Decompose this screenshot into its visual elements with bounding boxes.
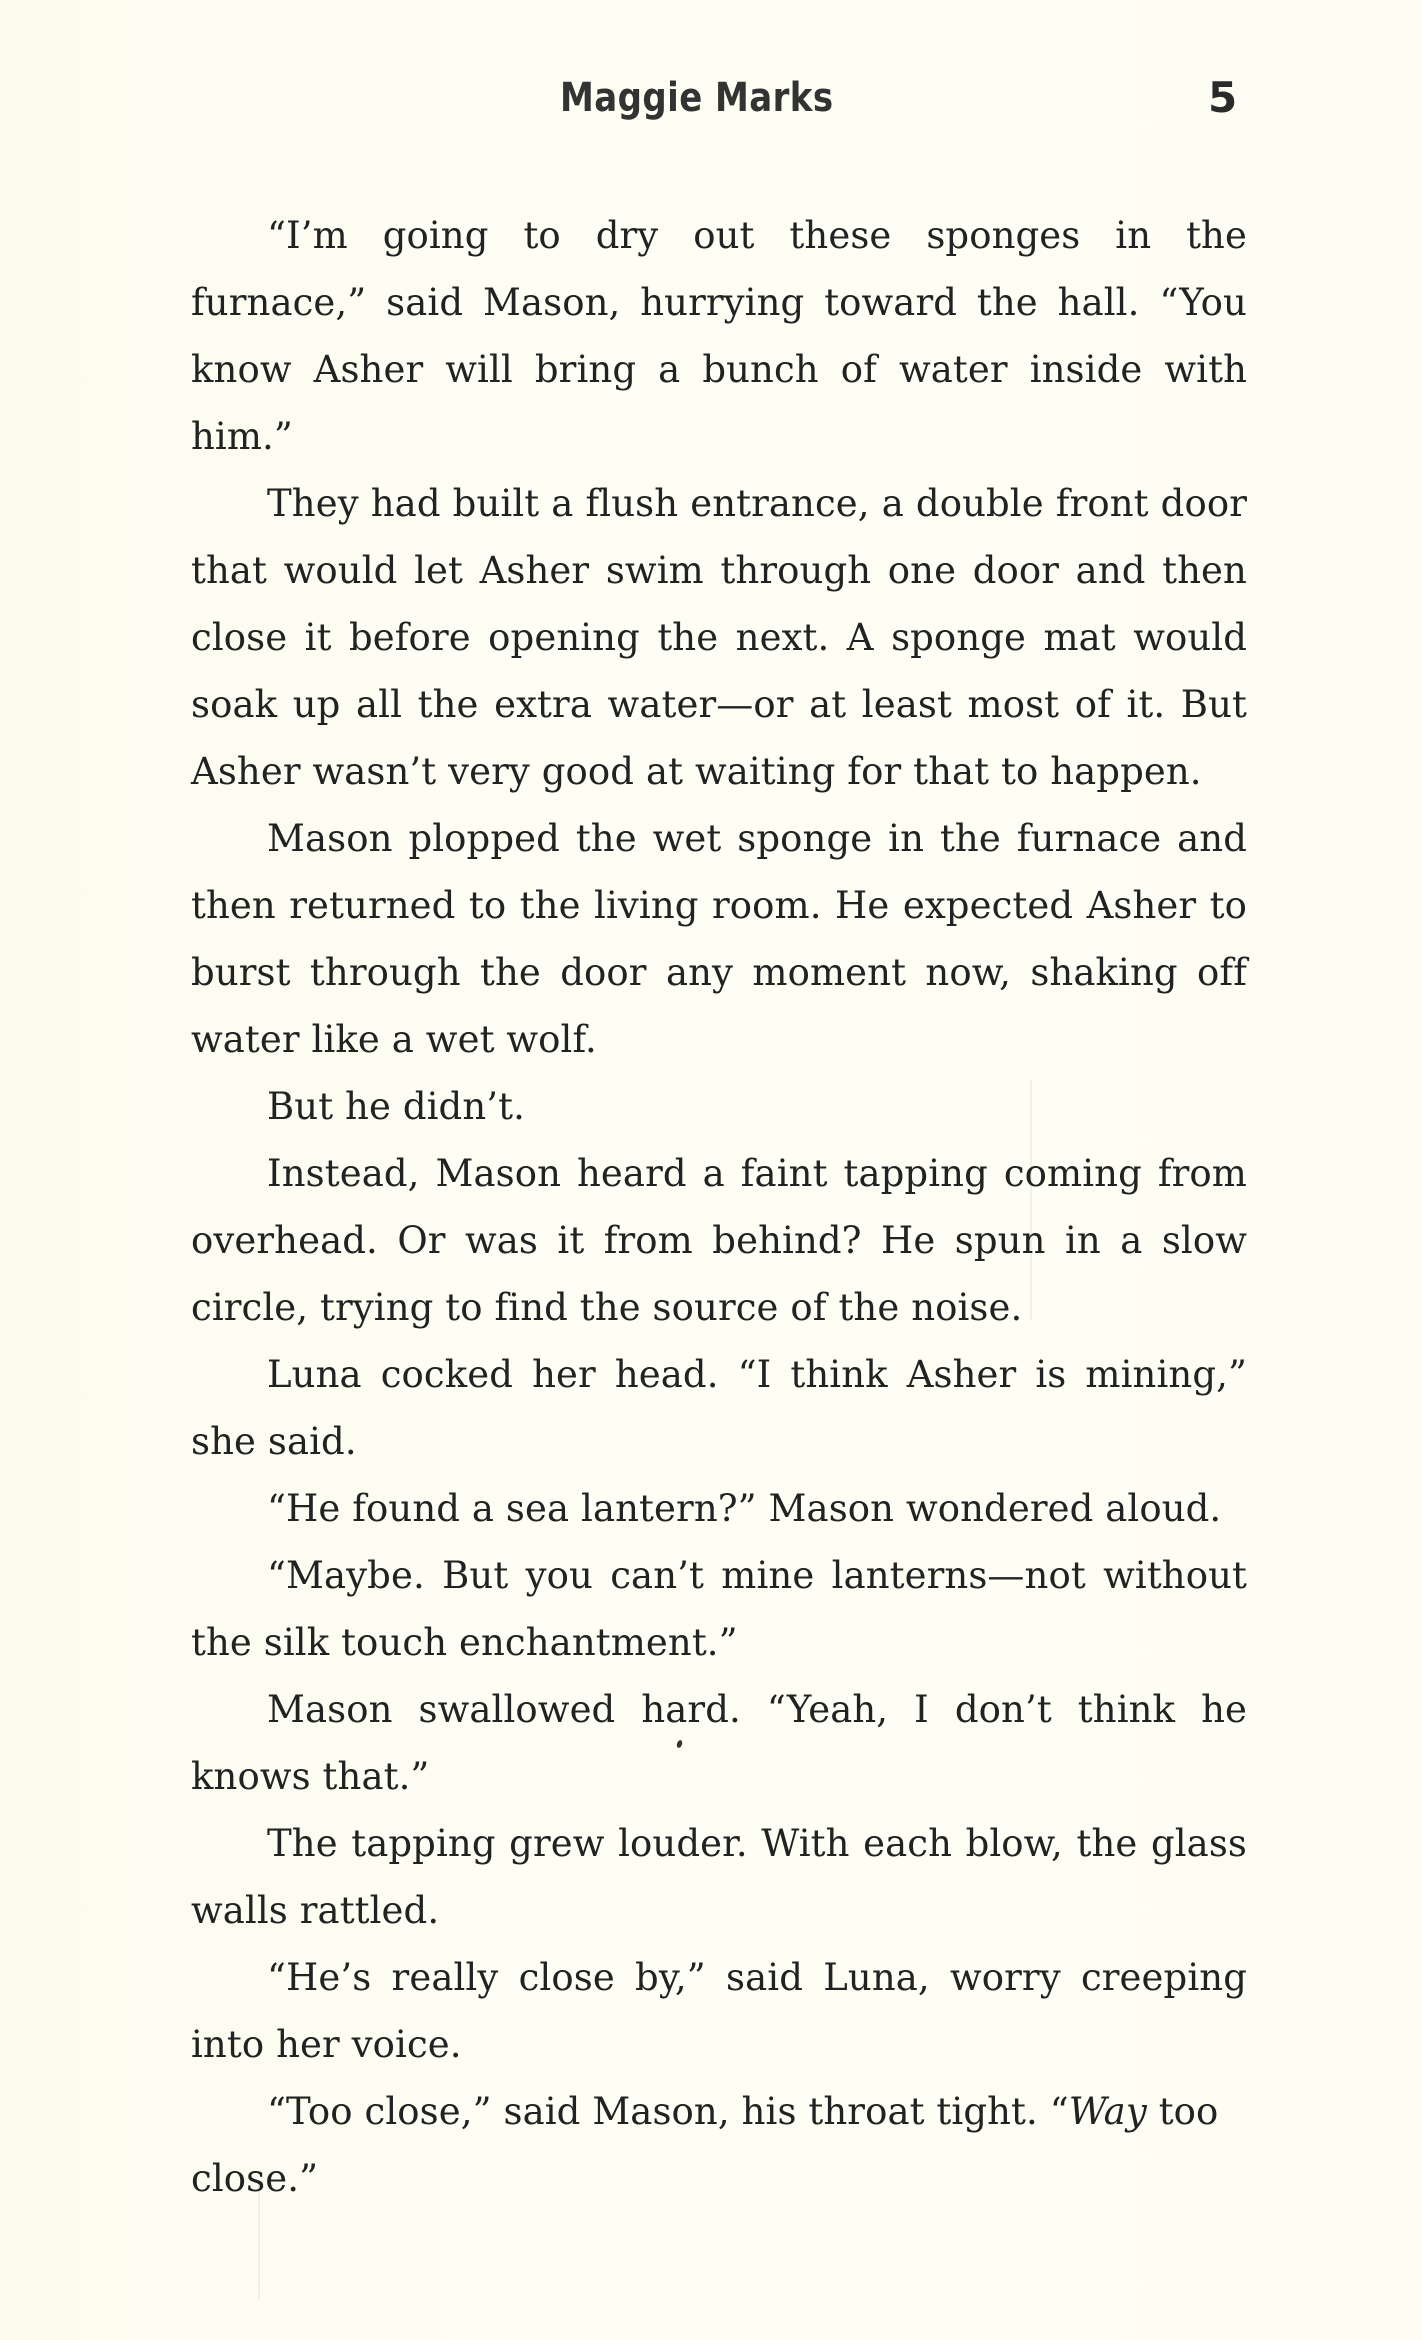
page-number: 5 (1208, 73, 1238, 122)
paragraph: “I’m going to dry out these sponges in the furnace,” said Mason, hurrying toward the hall. “You know Asher will bring a bunch of water inside with him.” (191, 214, 1247, 458)
paragraph: Mason swallowed hard. “Yeah, I don’t think he knows that.” (191, 1688, 1247, 1798)
emphasized-word: Way (1068, 2090, 1147, 2133)
paragraph: The tapping grew louder. With each blow, the glass walls rattled. (191, 1822, 1247, 1932)
final-paragraph-end: too close.” (191, 2090, 1219, 2200)
body-text (191, 202, 1247, 2212)
paragraph: They had built a flush entrance, a double front door that would let Asher swim through one door and then close it before opening the next. A sponge mat would soak up all the extra water—or at least most of it. But Asher wasn’t very good at waiting for that to happen. (191, 482, 1247, 793)
final-paragraph-start: “Too close,” said Mason, his throat tight. “ (267, 2090, 1069, 2133)
page-header (0, 68, 1422, 128)
final-paragraph (191, 2078, 1247, 2212)
scan-artifact-line (1030, 1080, 1032, 1320)
paragraph: “Maybe. But you can’t mine lanterns—not without the silk touch enchantment.” (191, 1554, 1247, 1664)
paragraph: “He found a sea lantern?” Mason wondered aloud. (267, 1487, 1222, 1530)
paragraph: But he didn’t. (267, 1085, 525, 1128)
paragraph: Instead, Mason heard a faint tapping coming from overhead. Or was it from behind? He spun in a slow circle, trying to find the source of the noise. (191, 1152, 1247, 1329)
running-head: Maggie Marks (560, 75, 834, 121)
paragraph: “He’s really close by,” said Luna, worry creeping into her voice. (191, 1956, 1247, 2066)
paragraph: Luna cocked her head. “I think Asher is mining,” she said. (191, 1353, 1247, 1463)
paragraph: Mason plopped the wet sponge in the furnace and then returned to the living room. He expected Asher to burst through the door any moment now, shaking off water like a wet wolf. (191, 817, 1247, 1061)
scan-artifact-line (258, 2180, 260, 2300)
